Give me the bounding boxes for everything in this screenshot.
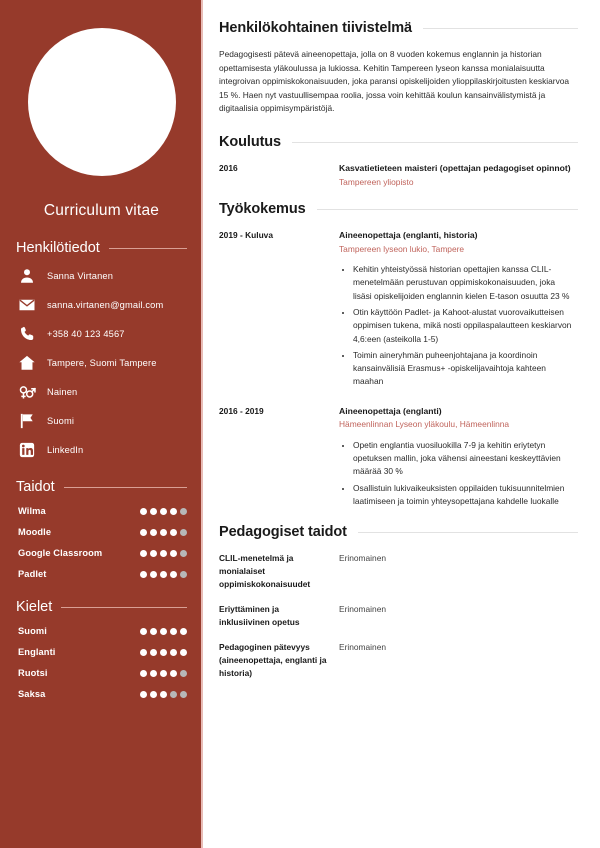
contact-label: +358 40 123 4567: [47, 329, 125, 339]
rating-row: [18, 548, 187, 558]
entry-body: [339, 229, 578, 392]
pedagogical-skill-row: [219, 603, 578, 629]
pedagogical-skill-level: Erinomainen: [339, 642, 387, 653]
rating-dots: [140, 670, 187, 677]
timeline-entry: [219, 405, 578, 511]
rating-row: [18, 569, 187, 579]
education-heading: [219, 134, 578, 150]
entry-body: [339, 162, 578, 188]
experience-section: [219, 201, 578, 511]
entry-bullets: [339, 263, 574, 389]
entry-role: Aineenopettaja (englanti): [339, 405, 442, 416]
pedagogical-skill-row: [219, 641, 578, 680]
languages-list: [16, 626, 187, 699]
pedagogical-skill-level: Erinomainen: [339, 604, 387, 615]
entry-role: Aineenopettaja (englanti, historia): [339, 230, 478, 241]
education-section: [219, 134, 578, 188]
pedagogical-skills-section: [219, 524, 578, 680]
profile-photo-placeholder: [28, 28, 176, 176]
rating-dot: [170, 691, 177, 698]
rating-dot: [180, 550, 187, 557]
rating-dot: [170, 529, 177, 536]
heading-rule: [61, 607, 187, 608]
languages-heading-label: Kielet: [16, 599, 53, 615]
rating-dot: [180, 571, 187, 578]
entry-bullet: • Otin käyttöön Padlet- ja Kahoot-alustat vuorovaikutteisen oppimisen tukena, mikä nosti oppilaspalautteen keskiarvon 4,6:een (asteikolla 1-5): [353, 306, 574, 346]
home-icon: [18, 354, 36, 372]
rating-dot: [160, 508, 167, 515]
sidebar: [0, 0, 203, 848]
skills-list: [16, 506, 187, 579]
contact-label: Suomi: [47, 416, 75, 426]
rating-label: Moodle: [18, 527, 52, 537]
rating-dot: [140, 670, 147, 677]
rating-label: Englanti: [18, 647, 56, 657]
rating-dots: [140, 508, 187, 515]
summary-text: Pedagogisesti pätevä aineenopettaja, jolla on 8 vuoden kokemus englannin ja historian opettamisesta yläkoulussa ja lukiossa. Kehitin Tampereen lyseon kanssa monialaisuutta integroivan oppimiskokonaisuuden, joka paransi opiskelijoiden ylioppilaskirjoitusten keskiarvoa 15 %. Haen nyt vastuullisempaa roolia, jossa voin kehittää koulun kansainvälistymistä ja digitaalisia oppimisympäristöjä.: [219, 49, 570, 114]
main-content: [203, 0, 600, 848]
entry-bullet: • Osallistuin lukivaikeuksisten oppilaiden tukisuunnitelmien laatimiseen ja toimin yhteysopettajana kahdelle luokalle: [353, 482, 574, 509]
heading-rule: [317, 209, 578, 210]
rating-dot: [140, 508, 147, 515]
rating-dot: [140, 529, 147, 536]
rating-dot: [160, 571, 167, 578]
rating-label: Google Classroom: [18, 548, 103, 558]
rating-label: Saksa: [18, 689, 46, 699]
skills-heading-label: Taidot: [16, 479, 55, 495]
rating-dot: [150, 550, 157, 557]
contact-row[interactable]: [18, 383, 187, 401]
rating-dot: [150, 571, 157, 578]
experience-list: [219, 229, 578, 511]
pedagogical-skills-list: [219, 552, 578, 680]
entry-date: 2016: [219, 163, 238, 174]
rating-dot: [140, 550, 147, 557]
contact-label: Tampere, Suomi Tampere: [47, 358, 157, 368]
contact-row[interactable]: [18, 296, 187, 314]
entry-date: 2016 - 2019: [219, 405, 264, 416]
rating-dot: [160, 691, 167, 698]
rating-dot: [140, 691, 147, 698]
contact-row[interactable]: [18, 267, 187, 285]
rating-dot: [170, 670, 177, 677]
rating-row: [18, 689, 187, 699]
contact-list: [16, 267, 187, 459]
rating-dot: [150, 649, 157, 656]
experience-heading-label: Työkokemus: [219, 201, 306, 218]
contact-row[interactable]: [18, 354, 187, 372]
skills-heading: [16, 479, 187, 495]
rating-label: Wilma: [18, 506, 46, 516]
rating-dot: [140, 628, 147, 635]
contact-label: sanna.virtanen@gmail.com: [47, 300, 164, 310]
rating-label: Suomi: [18, 626, 47, 636]
rating-dots: [140, 571, 187, 578]
pedagogical-skills-heading: [219, 524, 578, 540]
rating-dot: [180, 508, 187, 515]
rating-dot: [170, 550, 177, 557]
contact-row[interactable]: [18, 412, 187, 430]
summary-heading-label: Henkilökohtainen tiivistelmä: [219, 20, 412, 36]
flag-icon: [18, 412, 36, 430]
entry-bullet: • Opetin englantia vuosiluokilla 7-9 ja kehitin eriytetyn opetuksen mallin, joka vähensi aineestani keskeyttävien määrää 30 %: [353, 439, 574, 479]
entry-role: Kasvatietieteen maisteri (opettajan pedagogiset opinnot): [339, 163, 571, 174]
rating-dot: [160, 628, 167, 635]
rating-dots: [140, 628, 187, 635]
rating-row: [18, 527, 187, 537]
rating-row: [18, 647, 187, 657]
rating-dot: [140, 649, 147, 656]
rating-dot: [180, 691, 187, 698]
rating-dot: [180, 670, 187, 677]
entry-bullet: • Toimin aineryhmän puheenjohtajana ja koordinoin kansainvälisiä Erasmus+ -opiskelijavaihtoja kahteen maahan: [353, 349, 574, 389]
contact-row[interactable]: [18, 441, 187, 459]
sidebar-edge-stripe: [201, 0, 203, 848]
rating-dot: [180, 649, 187, 656]
education-list: [219, 162, 578, 188]
rating-row: [18, 668, 187, 678]
languages-section: [0, 599, 203, 699]
entry-body: [339, 405, 578, 511]
profile-photo-container: [0, 0, 203, 176]
rating-dot: [180, 628, 187, 635]
contact-label: Sanna Virtanen: [47, 271, 114, 281]
pedagogical-skill-name: Pedagoginen pätevyys (aineenopettaja, englanti ja historia): [219, 642, 327, 679]
timeline-entry: [219, 162, 578, 188]
rating-label: Ruotsi: [18, 668, 48, 678]
heading-rule: [423, 28, 578, 29]
rating-dot: [160, 550, 167, 557]
rating-dot: [150, 529, 157, 536]
rating-row: [18, 506, 187, 516]
languages-heading: [16, 599, 187, 615]
rating-dot: [160, 670, 167, 677]
timeline-entry: [219, 229, 578, 392]
rating-dot: [150, 628, 157, 635]
contact-label: LinkedIn: [47, 445, 84, 455]
heading-rule: [358, 532, 578, 533]
pedagogical-skills-heading-label: Pedagogiset taidot: [219, 524, 347, 541]
entry-organization: Tampereen yliopisto: [339, 176, 414, 187]
heading-rule: [64, 487, 187, 488]
linkedin-icon: [18, 441, 36, 459]
pedagogical-skill-name: Eriyttäminen ja inklusiivinen opetus: [219, 604, 300, 628]
contact-label: Nainen: [47, 387, 78, 397]
pedagogical-skill-level: Erinomainen: [339, 553, 387, 564]
skills-section: [0, 479, 203, 579]
summary-heading: [219, 20, 578, 36]
rating-dot: [180, 529, 187, 536]
entry-bullets: [339, 439, 574, 508]
gender-icon: [18, 383, 36, 401]
entry-bullet: • Kehitin yhteistyössä historian opettajien kanssa CLIL-menetelmään perustuvan oppimiskokonaisuuden, joka lisäsi opiskelijoiden englannin kielen E-tason osuutta 23 %: [353, 263, 574, 303]
pedagogical-skill-row: [219, 552, 578, 591]
personal-details-heading-label: Henkilötiedot: [16, 240, 100, 256]
entry-organization: Tampereen lyseon lukio, Tampere: [339, 243, 465, 254]
rating-label: Padlet: [18, 569, 47, 579]
education-heading-label: Koulutus: [219, 134, 282, 151]
rating-dot: [150, 691, 157, 698]
rating-dot: [170, 571, 177, 578]
contact-row[interactable]: [18, 325, 187, 343]
personal-details-section: [0, 240, 203, 459]
rating-dots: [140, 649, 187, 656]
rating-dot: [170, 508, 177, 515]
heading-rule: [109, 248, 187, 249]
rating-dot: [170, 649, 177, 656]
person-icon: [18, 267, 36, 285]
envelope-icon: [18, 296, 36, 314]
rating-dot: [150, 670, 157, 677]
summary-section: [219, 20, 578, 116]
entry-organization: Hämeenlinnan Lyseon yläkoulu, Hämeenlinna: [339, 419, 510, 430]
heading-rule: [292, 142, 578, 143]
rating-dot: [150, 508, 157, 515]
entry-date: 2019 - Kuluva: [219, 230, 273, 241]
rating-dots: [140, 691, 187, 698]
personal-details-heading: [16, 240, 187, 256]
rating-row: [18, 626, 187, 636]
rating-dots: [140, 529, 187, 536]
rating-dot: [160, 529, 167, 536]
experience-heading: [219, 201, 578, 217]
rating-dot: [140, 571, 147, 578]
phone-icon: [18, 325, 36, 343]
rating-dot: [170, 628, 177, 635]
rating-dots: [140, 550, 187, 557]
pedagogical-skill-name: CLIL-menetelmä ja monialaiset oppimiskokonaisuudet: [219, 553, 311, 590]
rating-dot: [160, 649, 167, 656]
cv-title: Curriculum vitae: [43, 202, 160, 219]
